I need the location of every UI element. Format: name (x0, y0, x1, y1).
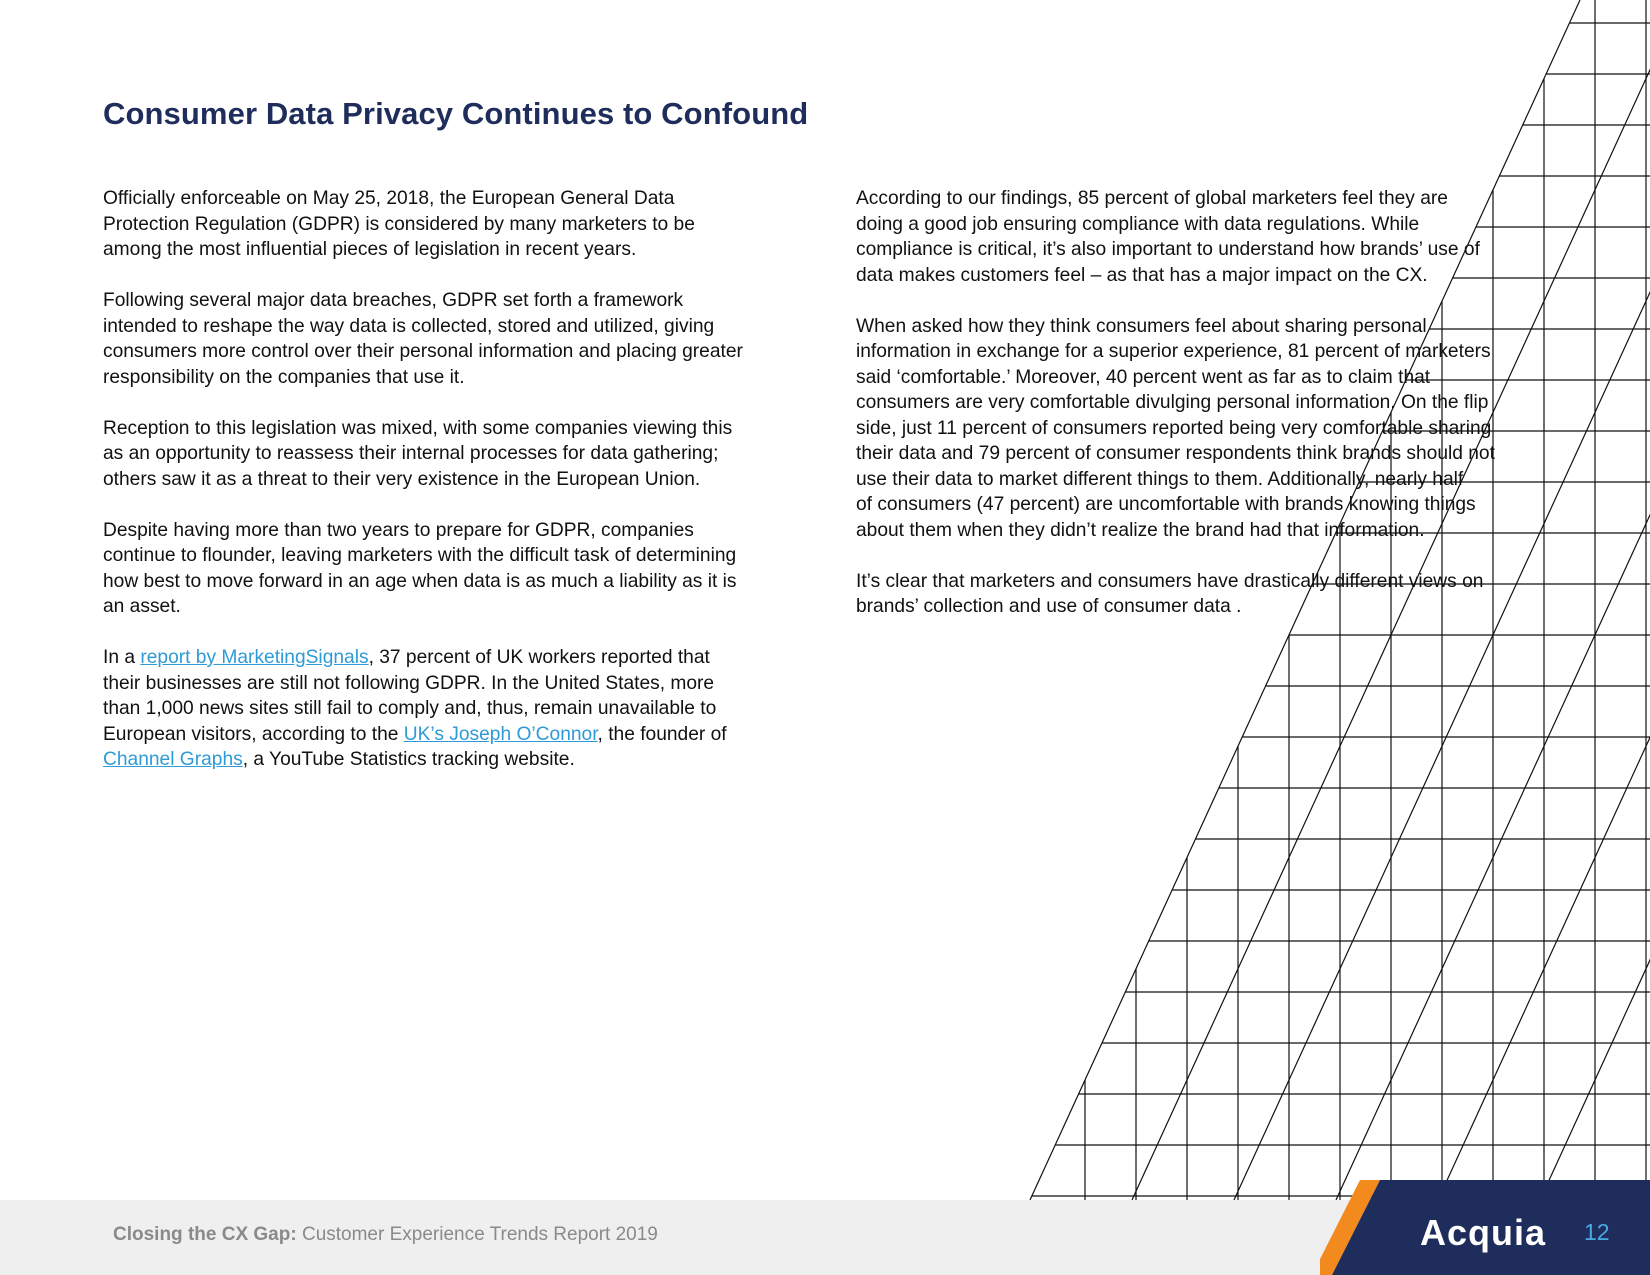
joseph-oconnor-link[interactable]: UK’s Joseph O’Connor (403, 723, 598, 745)
text-fragment: , a YouTube Statistics tracking website. (242, 749, 575, 770)
text-line: side, just 11 percent of consumers reported being very comfortable sharing (856, 417, 1492, 439)
text-line: consumers more control over their personal information and placing greater (103, 341, 743, 362)
text-line: others saw it as a threat to their very existence in the European Union. (103, 468, 701, 490)
text-line: Protection Regulation (GDPR) is considered by many marketers to be (103, 213, 695, 235)
paragraph-conclusion (856, 569, 1556, 620)
paragraph-flounder (103, 518, 803, 620)
text-line (103, 722, 803, 748)
paragraph-gdpr-framework (103, 288, 803, 390)
right-column (856, 186, 1556, 645)
text-line: their data and 79 percent of consumer respondents think brands should not (856, 443, 1495, 464)
footer-title-rest: Customer Experience Trends Report 2019 (296, 1224, 658, 1245)
text-line: brands’ collection and use of consumer data . (856, 596, 1242, 617)
text-fragment: , the founder of (597, 723, 727, 745)
report-by-marketingsignals-link[interactable]: report by MarketingSignals (140, 647, 369, 668)
text-fragment: , 37 percent of UK workers reported that (368, 647, 710, 668)
text-line: Following several major data breaches, GDPR set forth a framework (103, 290, 684, 311)
page-number: 12 (1584, 1219, 1610, 1245)
text-line: intended to reshape the way data is collected, stored and utilized, giving (103, 315, 715, 337)
text-line: When asked how they think consumers feel about sharing personal (856, 315, 1427, 337)
text-line: an asset. (103, 596, 181, 617)
text-line: Despite having more than two years to prepare for GDPR, companies (103, 519, 694, 541)
text-line (103, 645, 803, 671)
paragraph-consumer-comfort (856, 314, 1556, 544)
page-title: Consumer Data Privacy Continues to Confound (103, 96, 809, 131)
text-line: than 1,000 news sites still fail to comply and, thus, remain unavailable to (103, 698, 717, 719)
text-line: how best to move forward in an age when data is as much a liability as it is (103, 570, 737, 592)
text-fragment: European visitors, according to the (103, 723, 404, 745)
text-line: their businesses are still not following GDPR. In the United States, more (103, 672, 715, 694)
paragraph-reception (103, 416, 803, 493)
footer-report-title (113, 1224, 658, 1246)
text-line: continue to flounder, leaving marketers with the difficult task of determining (103, 545, 737, 566)
paragraph-compliance-stats (103, 645, 803, 773)
text-line: information in exchange for a superior experience, 81 percent of marketers (856, 341, 1491, 362)
text-line (103, 747, 803, 773)
text-line: consumers are very comfortable divulging personal information. On the flip (856, 392, 1489, 413)
footer-title-bold: Closing the CX Gap: (113, 1224, 297, 1245)
text-line: responsibility on the companies that use it. (103, 366, 465, 388)
text-line: among the most influential pieces of legislation in recent years. (103, 239, 637, 260)
text-line: of consumers (47 percent) are uncomfortable with brands knowing things (856, 494, 1476, 515)
text-line: as an opportunity to reassess their internal processes for data gathering; (103, 443, 719, 464)
text-line: Officially enforceable on May 25, 2018, the European General Data (103, 188, 675, 209)
paragraph-marketer-findings (856, 186, 1556, 288)
text-line: It’s clear that marketers and consumers have drastically different views on (856, 570, 1484, 592)
text-line: use their data to market different things to them. Additionally, nearly half (856, 468, 1464, 490)
text-line: doing a good job ensuring compliance with data regulations. While (856, 213, 1420, 235)
text-line: said ‘comfortable.’ Moreover, 40 percent went as far as to claim that (856, 366, 1431, 388)
text-fragment: In a (103, 647, 141, 668)
text-line: According to our findings, 85 percent of global marketers feel they are (856, 188, 1448, 209)
text-line: Reception to this legislation was mixed, with some companies viewing this (103, 417, 733, 439)
acquia-logo: Acquia (1420, 1212, 1547, 1253)
channel-graphs-link[interactable]: Channel Graphs (103, 749, 243, 770)
text-line: about them when they didn’t realize the brand had that information. (856, 519, 1425, 541)
paragraph-gdpr-intro (103, 186, 803, 263)
text-line: data makes customers feel – as that has a major impact on the CX. (856, 264, 1428, 286)
left-column (103, 186, 803, 798)
text-line: compliance is critical, it’s also important to understand how brands’ use of (856, 239, 1480, 260)
